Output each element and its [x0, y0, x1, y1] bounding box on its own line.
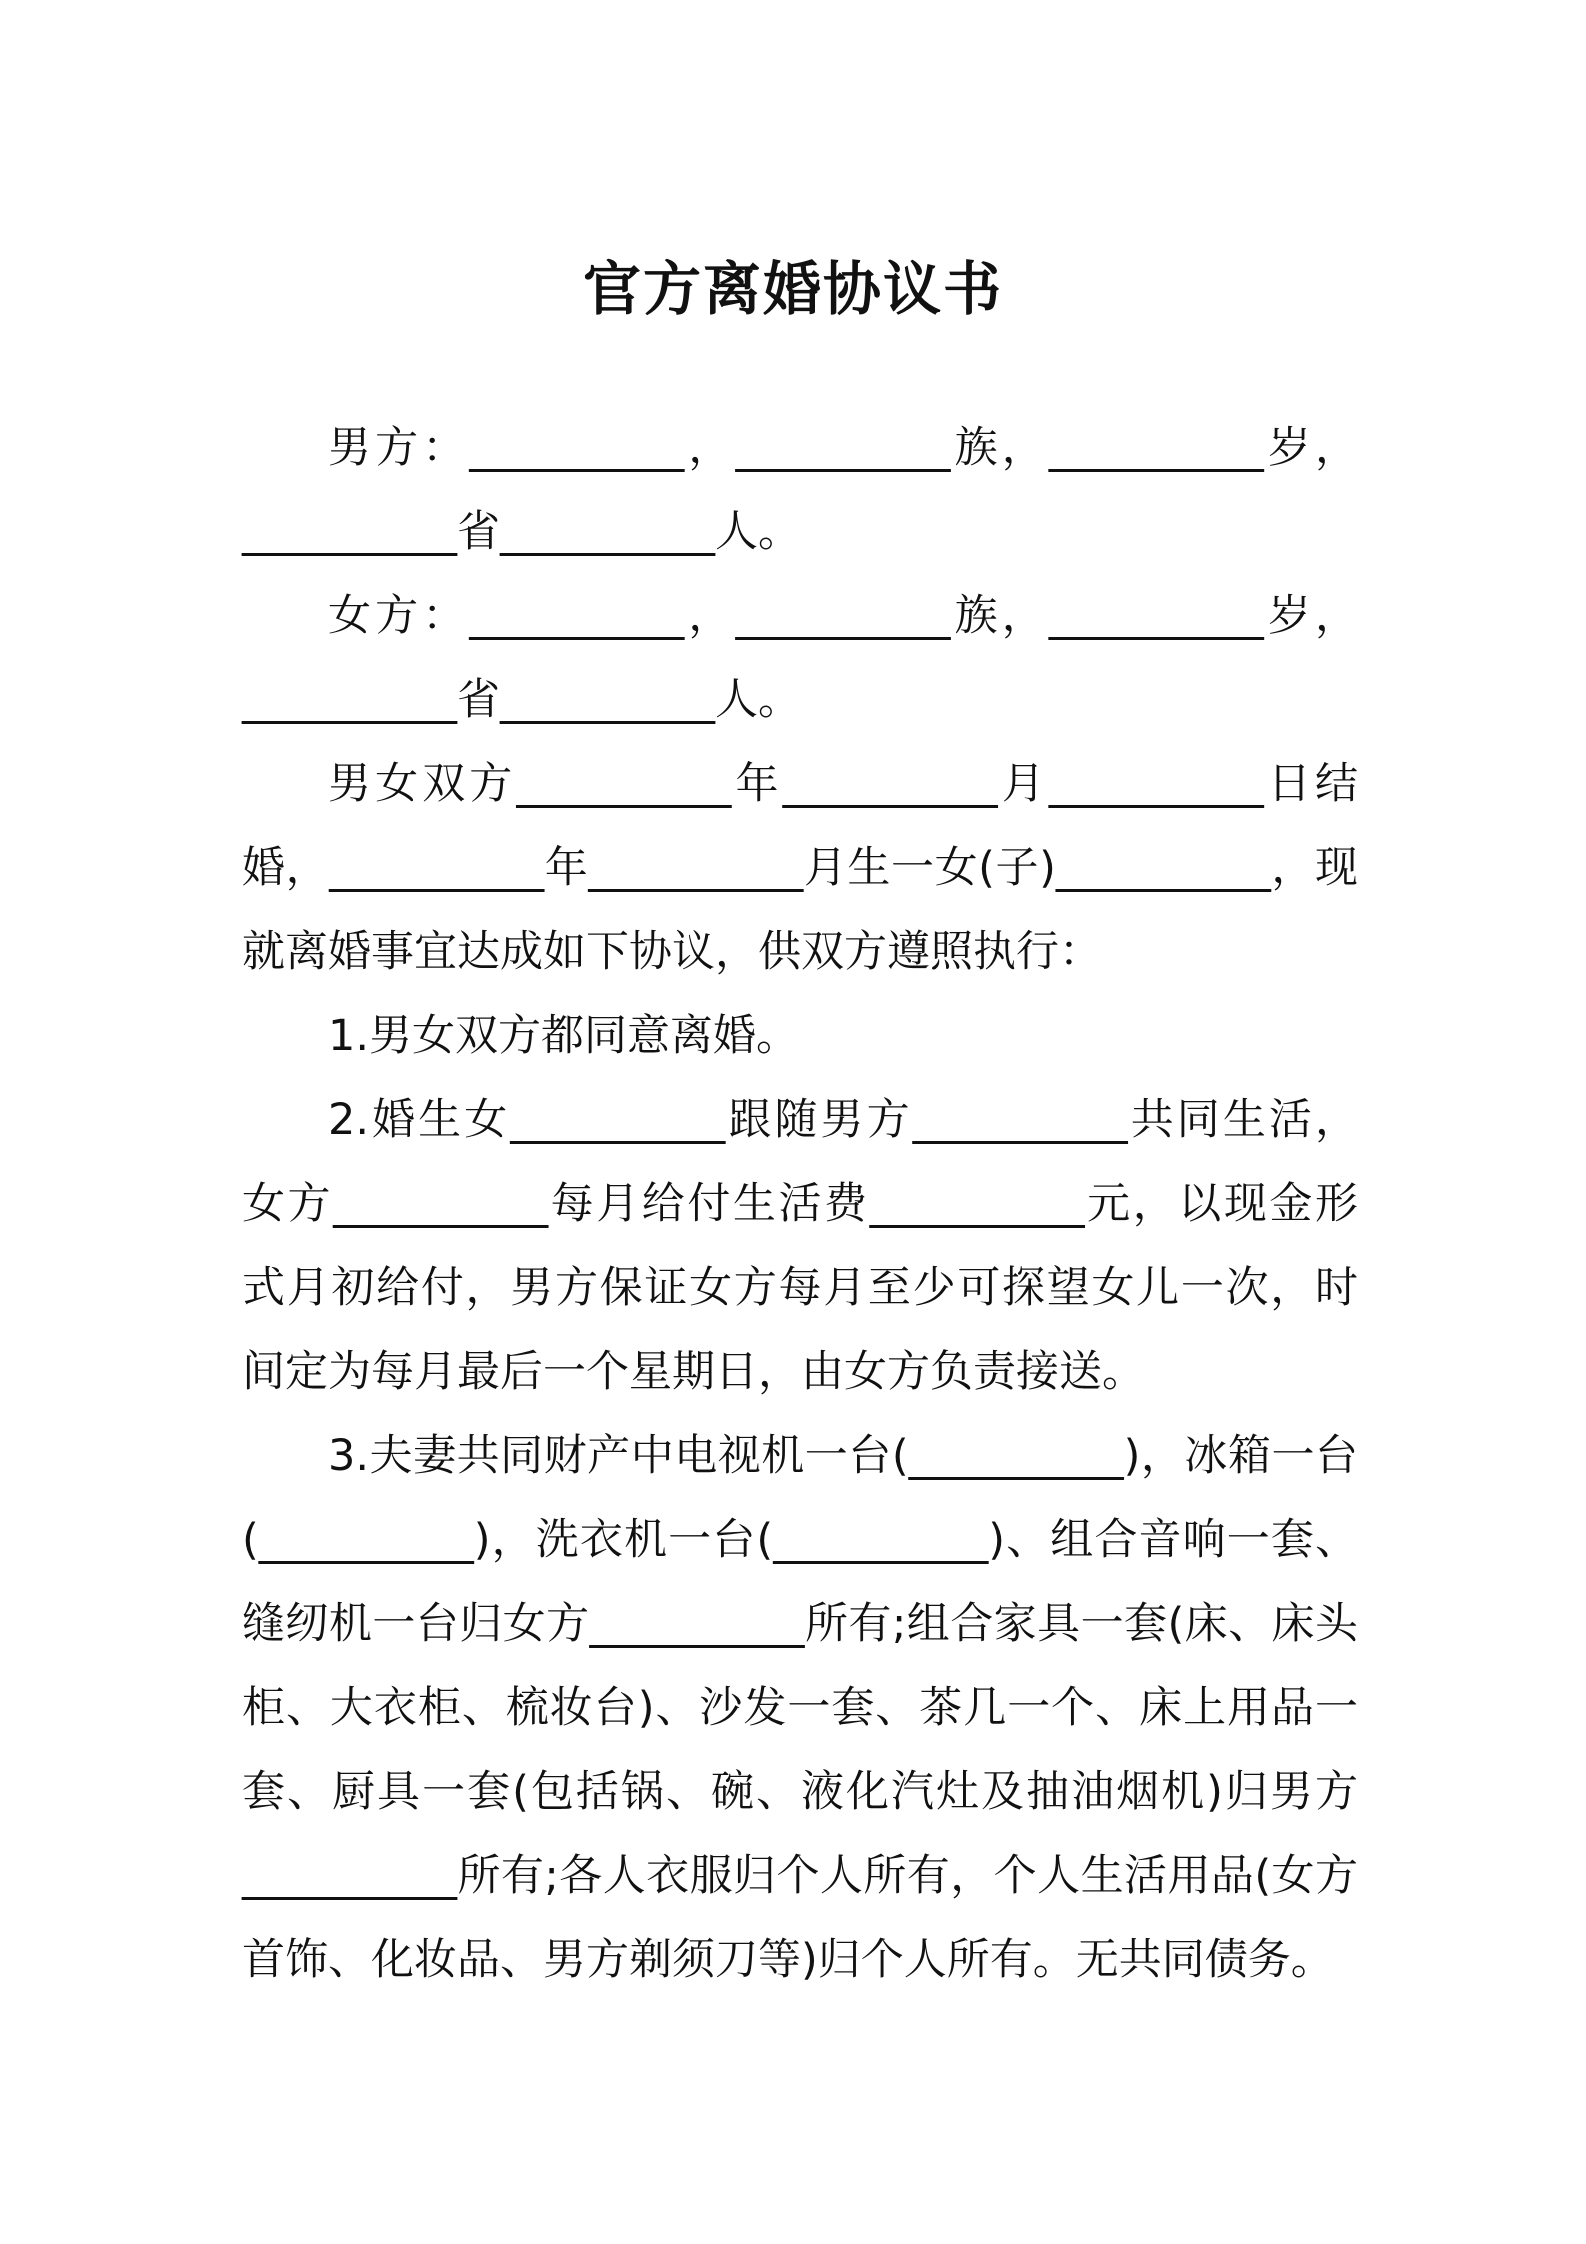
female-party-paragraph: 女方：__________，__________族，__________岁，__________省__________人。	[242, 591, 1358, 725]
document-body	[242, 406, 1358, 2002]
male-party-paragraph: 男方：__________，__________族，__________岁，__________省__________人。	[242, 423, 1358, 557]
clause-1-paragraph: 1.男女双方都同意离婚。	[328, 1011, 800, 1061]
marriage-info-paragraph: 男女双方__________年__________月__________日结婚，__________年__________月生一女(子)__________，现就离婚事宜达成如下协议，供双方遵照执行：	[242, 759, 1358, 977]
document-title: 官方离婚协议书	[582, 255, 1003, 323]
clause-2-paragraph: 2.婚生女__________跟随男方__________共同生活，女方__________每月给付生活费__________元，以现金形式月初给付，男方保证女方每月至少可探望女儿一次，时间定为每月最后一个星期日，由女方负责接送。	[242, 1095, 1358, 1397]
clause-3-paragraph: 3.夫妻共同财产中电视机一台(__________)，冰箱一台(__________)，洗衣机一台(__________)、组合音响一套、缝纫机一台归女方__________所有;组合家具一套(床、床头柜、大衣柜、梳妆台)、沙发一套、茶几一个、床上用品一套、厨具一套(包括锅、碗、液化汽灶及抽油烟机)归男方__________所有;各人衣服归个人所有，个人生活用品(女方首饰、化妆品、男方剃须刀等)归个人所有。无共同债务。	[242, 1431, 1358, 1985]
